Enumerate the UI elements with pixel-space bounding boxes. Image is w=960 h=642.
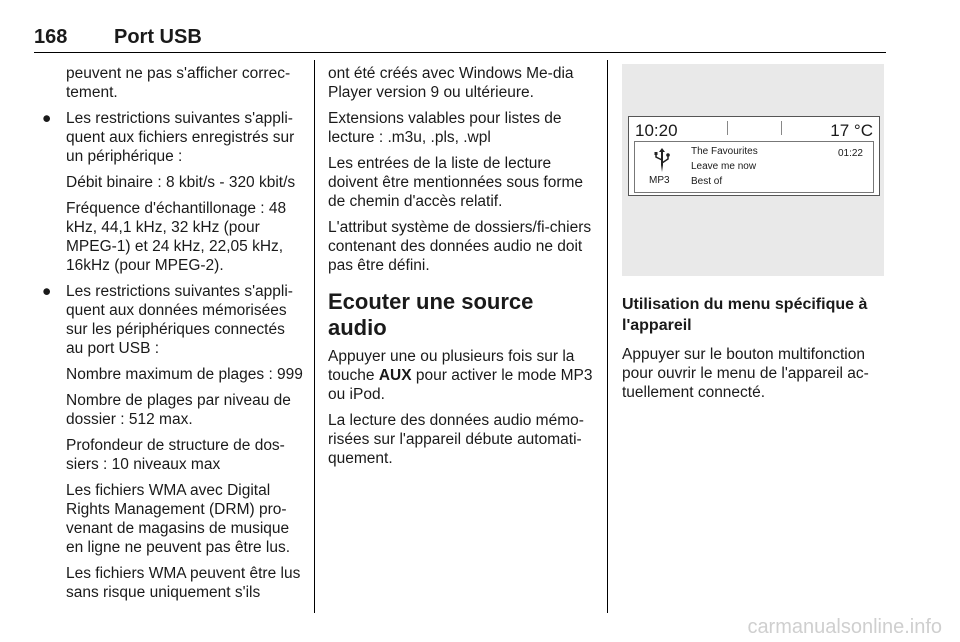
- folder-depth-text: Profondeur de structure de dos-siers : 10 niveaux max: [66, 437, 285, 473]
- bullet-text: Les restrictions suivantes s'appli-quent aux fichiers enregistrés sur un périphérique :: [66, 110, 295, 165]
- playlist-entries-text: Les entrées de la liste de lecture doivent être mentionnées sous forme de chemin d'accès relatif.: [328, 155, 584, 210]
- section-heading: Ecouter une source audio: [328, 289, 534, 340]
- wma-continuation-text: ont été créés avec Windows Me-dia Player version 9 ou ultérieure.: [328, 65, 574, 101]
- source-label: MP3: [649, 175, 670, 186]
- page-header: [34, 26, 886, 54]
- aux-instruction-text: [328, 347, 598, 404]
- drm-text: Les fichiers WMA avec Digital Rights Management (DRM) pro-venant de magasins de musique en ligne ne peuvent pas être lus.: [66, 482, 291, 556]
- bullet-dot: ●: [42, 283, 52, 300]
- column-2: [328, 64, 598, 475]
- display-divider: [781, 121, 782, 135]
- display-track-panel: [634, 141, 874, 193]
- column-divider-1: [314, 60, 315, 613]
- wma-text: Les fichiers WMA peuvent être lus sans risque uniquement s'ils: [66, 565, 301, 601]
- bullet-item-device-restrictions: [36, 282, 306, 602]
- usb-icon: [653, 147, 671, 173]
- system-attribute-text: L'attribut système de dossiers/fi-chiers contenant des données audio ne doit pas être défini.: [328, 219, 592, 274]
- page-number: 168: [34, 26, 68, 48]
- watermark: carmanualsonline.info: [747, 616, 942, 638]
- bitrate-text: Débit binaire : 8 kbit/s - 320 kbit/s: [66, 174, 296, 191]
- sample-rate-text: Fréquence d'échantillonage : 48 kHz, 44,1 kHz, 32 kHz (pour MPEG-1) et 24 kHz, 22,05 kHz, 16kHz (pour MPEG-2).: [66, 200, 287, 274]
- autoplay-text: La lecture des données audio mémo-risées sur l'appareil débute automati-quement.: [328, 412, 584, 467]
- display-time: 10:20: [635, 121, 678, 140]
- aux-key-label: AUX: [378, 367, 412, 384]
- max-tracks-text: Nombre maximum de plages : 999: [66, 366, 303, 383]
- aux-text-before: Appuyer une ou plusieurs fois sur la touche: [328, 348, 575, 384]
- display-divider: [727, 121, 728, 135]
- track-item: Leave me now: [691, 161, 757, 172]
- header-rule: [34, 52, 886, 53]
- radio-display: [628, 116, 880, 196]
- display-temperature: 17 °C: [830, 121, 873, 140]
- column-1: [36, 64, 306, 609]
- continuation-text: peuvent ne pas s'afficher correc-tement.: [66, 65, 291, 101]
- column-3: [622, 294, 884, 409]
- track-item: Best of: [691, 176, 723, 187]
- playlist-extensions-text: Extensions valables pour listes de lecture : .m3u, .pls, .wpl: [328, 110, 562, 146]
- track-duration: 01:22: [837, 148, 863, 159]
- track-item: The Favourites: [691, 146, 758, 157]
- bullet-dot: ●: [42, 110, 52, 127]
- page-title: Port USB: [114, 26, 202, 48]
- bullet-text: Les restrictions suivantes s'appli-quent aux données mémorisées sur les périphériques connectés au port USB :: [66, 283, 293, 357]
- bullet-item-file-restrictions: [36, 109, 306, 275]
- track-list: [691, 144, 758, 189]
- tracks-per-folder-text: Nombre de plages par niveau de dossier : 512 max.: [66, 392, 291, 428]
- display-illustration: [622, 64, 884, 276]
- column-divider-2: [607, 60, 608, 613]
- device-menu-heading: Utilisation du menu spécifique à l'appareil: [622, 296, 868, 334]
- aux-text-after: pour activer le mode MP3 ou iPod.: [328, 367, 593, 403]
- device-menu-text: Appuyer sur le bouton multifonction pour ouvrir le menu de l'appareil ac-tuellement connecté.: [622, 346, 869, 401]
